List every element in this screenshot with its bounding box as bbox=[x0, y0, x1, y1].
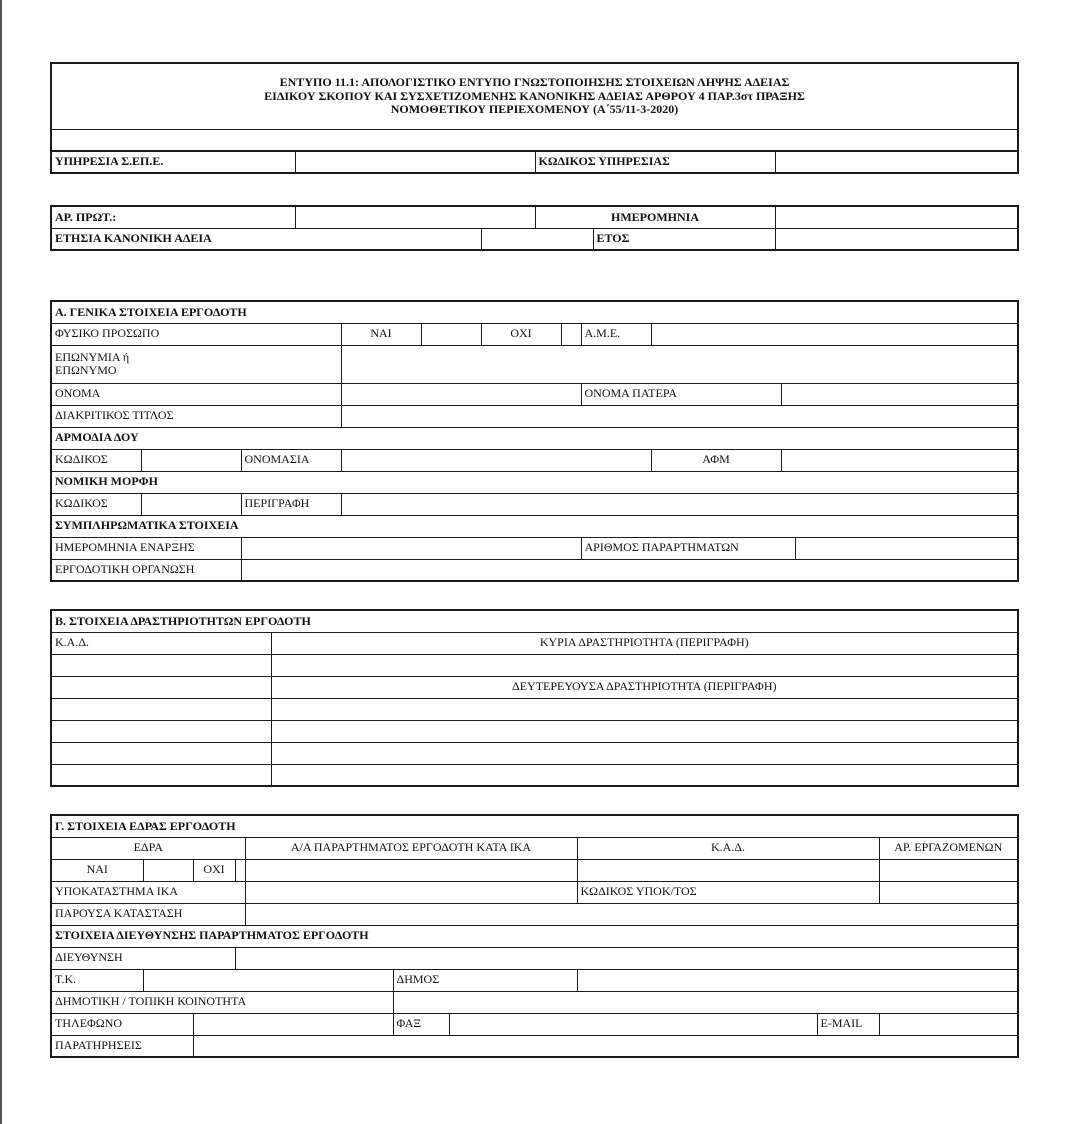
section-c-heading: Γ. ΣΤΟΙΧΕΙΑ ΕΔΡΑΣ ΕΡΓΟΔΟΤΗ bbox=[51, 815, 1018, 837]
branch-code-field[interactable] bbox=[879, 881, 1018, 903]
tax-office-code-field[interactable] bbox=[141, 449, 241, 471]
title-spacer-cell bbox=[51, 129, 1018, 151]
kad-field-3[interactable] bbox=[51, 698, 271, 720]
tax-office-heading: ΑΡΜΟΔΙΑ ΔΟΥ bbox=[51, 427, 1018, 449]
secondary-activity-field-4[interactable] bbox=[271, 764, 1018, 786]
page-left-border bbox=[0, 0, 2, 1124]
kad-field-1[interactable] bbox=[51, 654, 271, 676]
main-activity-label: ΚΥΡΙΑ ΔΡΑΣΤΗΡΙΟΤΗΤΑ (ΠΕΡΙΓΡΑΦΗ) bbox=[271, 632, 1018, 654]
father-name-field[interactable] bbox=[781, 383, 1018, 405]
branch-number-label: Α/Α ΠΑΡΑΡΤΗΜΑΤΟΣ ΕΡΓΟΔΟΤΗ ΚΑΤΑ ΙΚΑ bbox=[245, 837, 577, 859]
tax-office-name-label: ΟΝΟΜΑΣΙΑ bbox=[241, 449, 341, 471]
service-field[interactable] bbox=[295, 151, 535, 173]
kad-label: Κ.Α.Δ. bbox=[51, 632, 271, 654]
distinctive-title-label: ΔΙΑΚΡΙΤΙΚΟΣ ΤΙΤΛΟΣ bbox=[51, 405, 341, 427]
postcode-field[interactable] bbox=[143, 969, 393, 991]
annual-leave-field[interactable] bbox=[481, 228, 593, 250]
form-title-line-1: ΕΝΤΥΠΟ 11.1: ΑΠΟΛΟΓΙΣΤΙΚΟ ΕΝΤΥΠΟ ΓΝΩΣΤΟΠΟΙΗΣΗΣ ΣΤΟΙΧΕΙΩΝ ΛΗΨΗΣ ΑΔΕΙΑΣ bbox=[279, 75, 790, 90]
secondary-activity-field-3[interactable] bbox=[271, 742, 1018, 764]
legal-form-description-field[interactable] bbox=[341, 493, 1018, 515]
section-a-table bbox=[50, 300, 1019, 582]
name-field[interactable] bbox=[341, 383, 581, 405]
secondary-activity-label: ΔΕΥΤΕΡΕΥΟΥΣΑ ΔΡΑΣΤΗΡΙΟΤΗΤΑ (ΠΕΡΙΓΡΑΦΗ) bbox=[271, 676, 1018, 698]
remarks-label: ΠΑΡΑΤΗΡΗΣΕΙΣ bbox=[51, 1035, 193, 1057]
legal-form-heading: ΝΟΜΙΚΗ ΜΟΡΦΗ bbox=[51, 471, 1018, 493]
branches-count-field[interactable] bbox=[795, 537, 1018, 559]
legal-form-code-field[interactable] bbox=[141, 493, 241, 515]
seat-yes-label: ΝΑΙ bbox=[51, 859, 143, 881]
surname-label bbox=[51, 345, 341, 383]
service-code-field[interactable] bbox=[775, 151, 1018, 173]
main-activity-field[interactable] bbox=[271, 654, 1018, 676]
kad-field-5[interactable] bbox=[51, 742, 271, 764]
year-field[interactable] bbox=[775, 228, 1018, 250]
phone-field[interactable] bbox=[193, 1013, 393, 1035]
seat-label: ΕΔΡΑ bbox=[51, 837, 245, 859]
protocol-table bbox=[50, 205, 1019, 251]
employees-label: ΑΡ. ΕΡΓΑΖΟΜΕΝΩΝ bbox=[879, 837, 1018, 859]
seat-kad-label: Κ.Α.Δ. bbox=[577, 837, 879, 859]
service-label: ΥΠΗΡΕΣΙΑ Σ.ΕΠ.Ε. bbox=[51, 151, 295, 173]
ika-branch-field[interactable] bbox=[245, 881, 577, 903]
address-field[interactable] bbox=[235, 947, 1018, 969]
municipality-label: ΔΗΜΟΣ bbox=[393, 969, 577, 991]
distinctive-title-field[interactable] bbox=[341, 405, 1018, 427]
form-title-line-2: ΕΙΔΙΚΟΥ ΣΚΟΠΟΥ ΚΑΙ ΣΥΣΧΕΤΙΖΟΜΕΝΗΣ ΚΑΝΟΝΙΚΗΣ ΑΔΕΙΑΣ ΑΡΘΡΟΥ 4 ΠΑΡ.3στ ΠΡΑΞΗΣ bbox=[264, 88, 805, 103]
address-label: ΔΙΕΥΘΥΝΣΗ bbox=[51, 947, 235, 969]
kad-field-2[interactable] bbox=[51, 676, 271, 698]
start-date-field[interactable] bbox=[241, 537, 581, 559]
natural-person-no-box[interactable] bbox=[561, 323, 581, 345]
tax-office-code-label: ΚΩΔΙΚΟΣ bbox=[51, 449, 141, 471]
legal-form-code-label: ΚΩΔΙΚΟΣ bbox=[51, 493, 141, 515]
protocol-number-label: ΑΡ. ΠΡΩΤ.: bbox=[51, 206, 295, 228]
surname-label-line-1: ΕΠΩΝΥΜΙΑ ή bbox=[55, 349, 130, 364]
remarks-field[interactable] bbox=[193, 1035, 1018, 1057]
surname-label-line-2: ΕΠΩΝΥΜΟ bbox=[55, 363, 117, 377]
fax-field[interactable] bbox=[449, 1013, 817, 1035]
phone-label: ΤΗΛΕΦΩΝΟ bbox=[51, 1013, 193, 1035]
natural-person-no-label: ΟΧΙ bbox=[481, 323, 561, 345]
protocol-number-field[interactable] bbox=[295, 206, 535, 228]
email-label: E-MAIL bbox=[817, 1013, 879, 1035]
seat-yes-box[interactable] bbox=[143, 859, 193, 881]
service-table bbox=[50, 150, 1019, 174]
secondary-activity-field-2[interactable] bbox=[271, 720, 1018, 742]
fax-label: ΦΑΞ bbox=[393, 1013, 449, 1035]
form-title-line-3: ΝΟΜΟΘΕΤΙΚΟΥ ΠΕΡΙΕΧΟΜΕΝΟΥ (Α΄55/11-3-2020) bbox=[390, 101, 679, 116]
legal-form-description-label: ΠΕΡΙΓΡΑΦΗ bbox=[241, 493, 341, 515]
ame-label: Α.Μ.Ε. bbox=[581, 323, 651, 345]
form-title-block bbox=[50, 62, 1019, 152]
natural-person-label: ΦΥΣΙΚΟ ΠΡΟΣΩΠΟ bbox=[51, 323, 341, 345]
branch-code-label: ΚΩΔΙΚΟΣ ΥΠΟΚ/ΤΟΣ bbox=[577, 881, 879, 903]
secondary-activity-field-1[interactable] bbox=[271, 698, 1018, 720]
supplementary-heading: ΣΥΜΠΛΗΡΩΜΑΤΙΚΑ ΣΤΟΙΧΕΙΑ bbox=[51, 515, 1018, 537]
employees-field[interactable] bbox=[879, 859, 1018, 881]
community-label: ΔΗΜΟΤΙΚΗ / ΤΟΠΙΚΗ ΚΟΙΝΟΤΗΤΑ bbox=[51, 991, 393, 1013]
kad-field-6[interactable] bbox=[51, 764, 271, 786]
employer-org-label: ΕΡΓΟΔΟΤΙΚΗ ΟΡΓΑΝΩΣΗ bbox=[51, 559, 241, 581]
municipality-field[interactable] bbox=[577, 969, 1018, 991]
tax-office-name-field[interactable] bbox=[341, 449, 651, 471]
natural-person-yes-label: ΝΑΙ bbox=[341, 323, 421, 345]
postcode-label: Τ.Κ. bbox=[51, 969, 143, 991]
surname-field[interactable] bbox=[341, 345, 1018, 383]
seat-kad-field[interactable] bbox=[577, 859, 879, 881]
ika-branch-label: ΥΠΟΚΑΤΑΣΤΗΜΑ ΙΚΑ bbox=[51, 881, 245, 903]
father-name-label: ΟΝΟΜΑ ΠΑΤΕΡΑ bbox=[581, 383, 781, 405]
address-heading: ΣΤΟΙΧΕΙΑ ΔΙΕΥΘΥΝΣΗΣ ΠΑΡΑΡΤΗΜΑΤΟΣ ΕΡΓΟΔΟΤΗ bbox=[51, 925, 1018, 947]
community-field[interactable] bbox=[393, 991, 1018, 1013]
email-field[interactable] bbox=[879, 1013, 1018, 1035]
kad-field-4[interactable] bbox=[51, 720, 271, 742]
branch-number-field[interactable] bbox=[245, 859, 577, 881]
year-label: ΕΤΟΣ bbox=[593, 228, 775, 250]
branches-count-label: ΑΡΙΘΜΟΣ ΠΑΡΑΡΤΗΜΑΤΩΝ bbox=[581, 537, 795, 559]
section-b-table bbox=[50, 609, 1019, 787]
seat-no-box[interactable] bbox=[235, 859, 245, 881]
section-a-heading: Α. ΓΕΝΙΚΑ ΣΤΟΙΧΕΙΑ ΕΡΓΟΔΟΤΗ bbox=[51, 301, 1018, 323]
form-title bbox=[51, 63, 1018, 129]
employer-org-field[interactable] bbox=[241, 559, 1018, 581]
start-date-label: ΗΜΕΡΟΜΗΝΙΑ ΕΝΑΡΞΗΣ bbox=[51, 537, 241, 559]
name-label: ΟΝΟΜΑ bbox=[51, 383, 341, 405]
afm-field[interactable] bbox=[781, 449, 1018, 471]
ame-field[interactable] bbox=[651, 323, 1018, 345]
status-field[interactable] bbox=[245, 903, 1018, 925]
natural-person-yes-box[interactable] bbox=[421, 323, 481, 345]
afm-label: ΑΦΜ bbox=[651, 449, 781, 471]
annual-leave-label: ΕΤΗΣΙΑ ΚΑΝΟΝΙΚΗ ΑΔΕΙΑ bbox=[51, 228, 481, 250]
status-label: ΠΑΡΟΥΣΑ ΚΑΤΑΣΤΑΣΗ bbox=[51, 903, 245, 925]
section-b-heading: Β. ΣΤΟΙΧΕΙΑ ΔΡΑΣΤΗΡΙΟΤΗΤΩΝ ΕΡΓΟΔΟΤΗ bbox=[51, 610, 1018, 632]
date-field[interactable] bbox=[775, 206, 1018, 228]
section-c-table bbox=[50, 814, 1019, 1058]
date-label: ΗΜΕΡΟΜΗΝΙΑ bbox=[535, 206, 775, 228]
service-code-label: ΚΩΔΙΚΟΣ ΥΠΗΡΕΣΙΑΣ bbox=[535, 151, 775, 173]
seat-no-label: ΟΧΙ bbox=[193, 859, 235, 881]
